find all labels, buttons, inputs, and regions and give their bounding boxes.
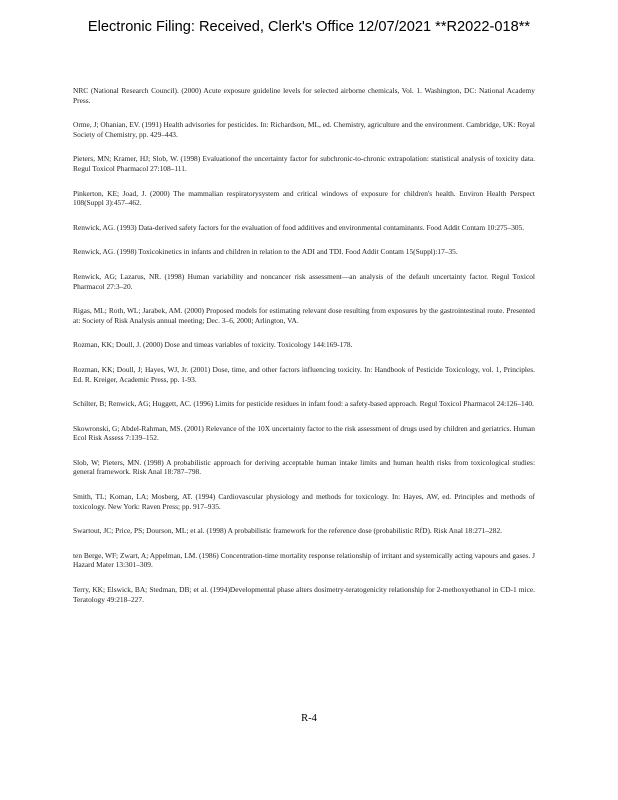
reference-entry: Schilter, B; Renwick, AG; Huggett, AC. (1996) Limits for pesticide residues in infant food: a safety-based approach. Regul Toxicol Pharmacol 24:126–140. bbox=[73, 399, 534, 409]
reference-entry: Orme, J; Ohanian, EV. (1991) Health advisories for pesticides. In: Richardson, ML, ed. Chemistry, agriculture and the environment. Cambridge, UK: Royal Society of Chemistry, pp. 429–443. bbox=[73, 120, 535, 139]
reference-entry: ten Berge, WF; Zwart, A; Appelman, LM. (1986) Concentration-time mortality response relationship of irritant and systemically acting vapours and gases. J Hazard Mater 13:301–309. bbox=[73, 550, 535, 570]
reference-entry: Pinkerton, KE; Joad, J. (2000) The mammalian respiratorysystem and critical windows of exposure for children's health. Environ Health Perspect 108(Suppl 3):457–462. bbox=[73, 188, 535, 208]
reference-entry: Renwick, AG; Lazarus, NR. (1998) Human variability and noncancer risk assessment—an analysis of the default uncertainty factor. Regul Toxicol Pharmacol 27:3–20. bbox=[73, 271, 535, 291]
page-number: R-4 bbox=[301, 713, 317, 724]
reference-entry: Rozman, KK; Doull, J; Hayes, WJ, Jr. (2001) Dose, time, and other factors influencing toxicity. In: Handbook of Pesticide Toxicology, vol. 1, Principles. Ed. R. Kreiger, Academic Press, pp. 1-93. bbox=[73, 364, 535, 384]
reference-entry: Pieters, MN; Kramer, HJ; Slob, W. (1998) Evaluationof the uncertainty factor for subchronic-to-chronic extrapolation: statistical analysis of toxicity data. Regul Toxicol Pharmacol 27:108–111. bbox=[73, 154, 535, 173]
reference-entry: Slob, W; Pieters, MN. (1998) A probabilistic approach for deriving acceptable human intake limits and human health risks from toxicological studies: general framework. Risk Anal 18:787–798. bbox=[73, 457, 535, 477]
reference-entry: Renwick, AG. (1993) Data-derived safety factors for the evaluation of food additives and environmental contaminants. Food Addit Contam 10:275–305. bbox=[73, 222, 525, 232]
reference-entry: Renwick, AG. (1998) Toxicokinetics in infants and children in relation to the ADI and TDI. Food Addit Contam 15(Suppl):17–35. bbox=[73, 247, 458, 257]
reference-entry: Skowronski, G; Abdel-Rahman, MS. (2001) Relevance of the 10X uncertainty factor to the risk assessment of drugs used by children and geriatrics. Human Ecol Risk Assess 7:139–152. bbox=[73, 423, 535, 443]
reference-entry: Terry, KK; Elswick, BA; Stedman, DB; et al. (1994)Developmental phase alters dosimetry-teratogenicity relationship for 2-methoxyethanol in CD-1 mice. Teratology 49:218–227. bbox=[73, 585, 535, 604]
reference-entry: Smith, TL; Koman, LA; Mosberg, AT. (1994) Cardiovascular physiology and methods for toxicology. In: Hayes, AW, ed. Principles and methods of toxicology. New York: Raven Press; pp. 917–935. bbox=[73, 492, 535, 511]
reference-entry: Rigas, ML; Roth, WL; Jarabek, AM. (2000) Proposed models for estimating relevant dose resulting from exposures by the gastrointestinal route. Presented at: Society of Risk Analysis annual meeting; Dec. 3–6, 2000; Arlington, VA. bbox=[73, 306, 535, 325]
reference-entry: Swartout, JC; Price, PS; Dourson, ML; et al. (1998) A probabilistic framework for the reference dose (probabilistic RfD). Risk Anal 18:271–282. bbox=[73, 526, 502, 536]
reference-entry: Rozman, KK; Doull, J. (2000) Dose and timeas variables of toxicity. Toxicology 144:169-178. bbox=[73, 340, 353, 350]
reference-list bbox=[73, 86, 535, 619]
filing-header: Electronic Filing: Received, Clerk's Office 12/07/2021 **R2022-018** bbox=[87, 19, 531, 35]
reference-entry: NRC (National Research Council). (2000) Acute exposure guideline levels for selected airborne chemicals, Vol. 1. Washington, DC: National Academy Press. bbox=[73, 86, 535, 105]
